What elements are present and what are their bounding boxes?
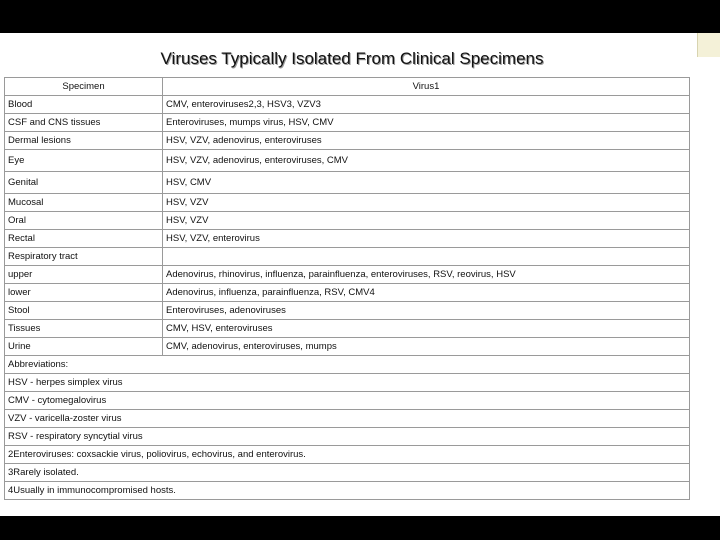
virus-cell bbox=[163, 248, 690, 266]
header-specimen: Specimen bbox=[5, 78, 163, 96]
virus-cell: Adenovirus, rhinovirus, influenza, parainfluenza, enteroviruses, RSV, reovirus, HSV bbox=[163, 266, 690, 284]
note-cell: RSV - respiratory syncytial virus bbox=[5, 428, 690, 446]
slide-title: Viruses Typically Isolated From Clinical Specimens bbox=[160, 49, 544, 68]
table-row bbox=[5, 248, 690, 266]
specimen-cell: Blood bbox=[5, 96, 163, 114]
virus-cell: HSV, VZV, adenovirus, enteroviruses bbox=[163, 132, 690, 150]
specimen-cell: Stool bbox=[5, 302, 163, 320]
specimen-cell: CSF and CNS tissues bbox=[5, 114, 163, 132]
note-row bbox=[5, 464, 690, 482]
table-row bbox=[5, 150, 690, 172]
note-row bbox=[5, 392, 690, 410]
virus-cell: HSV, VZV, adenovirus, enteroviruses, CMV bbox=[163, 150, 690, 172]
table-header-row bbox=[5, 78, 690, 96]
note-row bbox=[5, 428, 690, 446]
specimen-cell: lower bbox=[5, 284, 163, 302]
table-row bbox=[5, 266, 690, 284]
note-cell: 2Enteroviruses: coxsackie virus, poliovirus, echovirus, and enterovirus. bbox=[5, 446, 690, 464]
virus-cell: HSV, CMV bbox=[163, 172, 690, 194]
note-row bbox=[5, 482, 690, 500]
table-row bbox=[5, 338, 690, 356]
virus-cell: Enteroviruses, adenoviruses bbox=[163, 302, 690, 320]
table-row bbox=[5, 172, 690, 194]
virus-cell: HSV, VZV bbox=[163, 212, 690, 230]
note-cell: HSV - herpes simplex virus bbox=[5, 374, 690, 392]
table-row bbox=[5, 230, 690, 248]
note-cell: 4Usually in immunocompromised hosts. bbox=[5, 482, 690, 500]
virus-cell: Adenovirus, influenza, parainfluenza, RSV, CMV4 bbox=[163, 284, 690, 302]
specimen-cell: upper bbox=[5, 266, 163, 284]
note-cell: 3Rarely isolated. bbox=[5, 464, 690, 482]
note-row bbox=[5, 410, 690, 428]
table-row bbox=[5, 284, 690, 302]
table-row bbox=[5, 96, 690, 114]
specimen-cell: Oral bbox=[5, 212, 163, 230]
specimen-cell: Urine bbox=[5, 338, 163, 356]
virus-cell: CMV, adenovirus, enteroviruses, mumps bbox=[163, 338, 690, 356]
header-virus: Virus1 bbox=[163, 78, 690, 96]
specimen-cell: Rectal bbox=[5, 230, 163, 248]
specimen-cell: Respiratory tract bbox=[5, 248, 163, 266]
virus-cell: HSV, VZV, enterovirus bbox=[163, 230, 690, 248]
virus-cell: CMV, HSV, enteroviruses bbox=[163, 320, 690, 338]
note-cell: Abbreviations: bbox=[5, 356, 690, 374]
table-row bbox=[5, 114, 690, 132]
table-row bbox=[5, 212, 690, 230]
table-row bbox=[5, 302, 690, 320]
note-cell: VZV - varicella-zoster virus bbox=[5, 410, 690, 428]
table-row bbox=[5, 320, 690, 338]
note-row bbox=[5, 374, 690, 392]
specimen-table bbox=[4, 77, 690, 500]
table-row bbox=[5, 194, 690, 212]
specimen-cell: Dermal lesions bbox=[5, 132, 163, 150]
virus-cell: Enteroviruses, mumps virus, HSV, CMV bbox=[163, 114, 690, 132]
virus-cell: CMV, enteroviruses2,3, HSV3, VZV3 bbox=[163, 96, 690, 114]
specimen-cell: Tissues bbox=[5, 320, 163, 338]
specimen-cell: Genital bbox=[5, 172, 163, 194]
specimen-cell: Eye bbox=[5, 150, 163, 172]
slide bbox=[0, 33, 720, 516]
table-row bbox=[5, 132, 690, 150]
note-row bbox=[5, 446, 690, 464]
specimen-cell: Mucosal bbox=[5, 194, 163, 212]
note-row bbox=[5, 356, 690, 374]
virus-cell: HSV, VZV bbox=[163, 194, 690, 212]
note-cell: CMV - cytomegalovirus bbox=[5, 392, 690, 410]
